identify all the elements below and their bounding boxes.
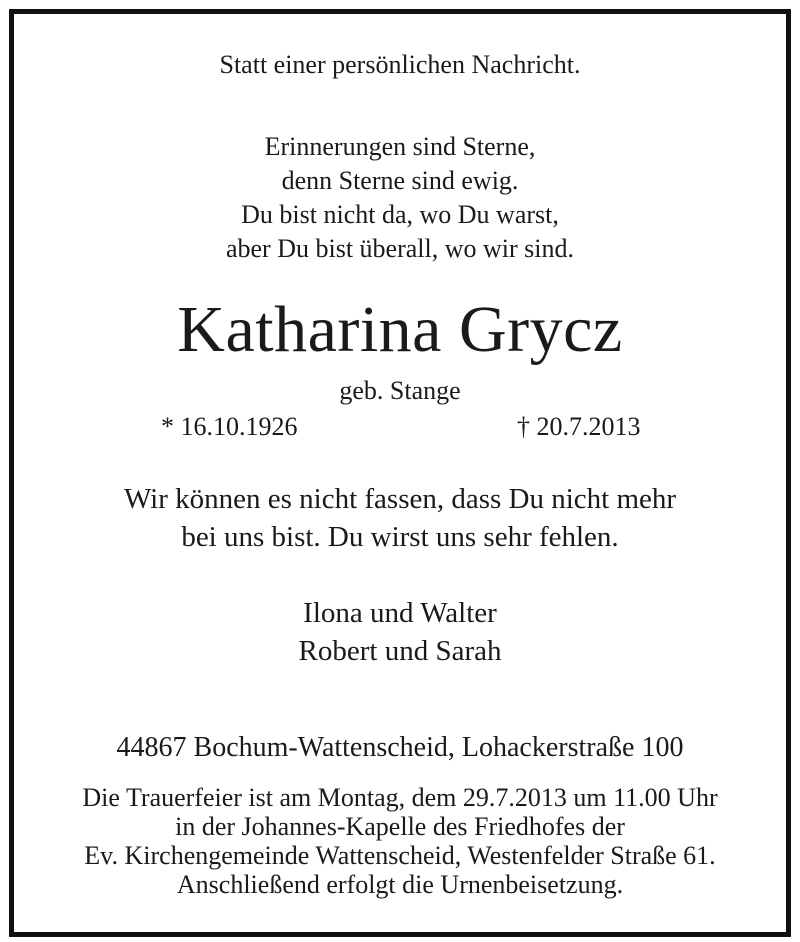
poem-line: denn Sterne sind ewig. [281, 166, 519, 195]
life-dates [14, 412, 786, 446]
mourners [14, 594, 786, 670]
message-line: bei uns bist. Du wirst uns sehr fehlen. [181, 521, 619, 553]
maiden-name: geb. Stange [339, 376, 461, 405]
poem [14, 130, 786, 266]
intro-text: Statt einer persönlichen Nachricht. [219, 50, 581, 79]
funeral-info [14, 783, 786, 899]
poem-line: Erinnerungen sind Sterne, [264, 132, 536, 161]
condolence-message [14, 480, 786, 556]
funeral-line: Ev. Kirchengemeinde Wattenscheid, Westenfelder Straße 61. [84, 841, 716, 870]
funeral-line: Anschließend erfolgt die Urnenbeisetzung. [176, 870, 624, 899]
death-date: † 20.7.2013 [517, 412, 641, 441]
mourner-line: Robert und Sarah [298, 635, 502, 667]
obituary-notice [9, 9, 791, 937]
address: 44867 Bochum-Wattenscheid, Lohackerstraße 100 [116, 732, 684, 763]
poem-line: aber Du bist überall, wo wir sind. [225, 234, 575, 263]
deceased-name: Katharina Grycz [177, 293, 623, 366]
funeral-line: Die Trauerfeier ist am Montag, dem 29.7.2013 um 11.00 Uhr [82, 783, 718, 812]
message-line: Wir können es nicht fassen, dass Du nicht mehr [123, 483, 677, 515]
poem-line: Du bist nicht da, wo Du warst, [241, 200, 559, 229]
mourner-line: Ilona und Walter [303, 597, 497, 629]
funeral-line: in der Johannes-Kapelle des Friedhofes der [175, 812, 625, 841]
birth-date: * 16.10.1926 [161, 412, 298, 441]
